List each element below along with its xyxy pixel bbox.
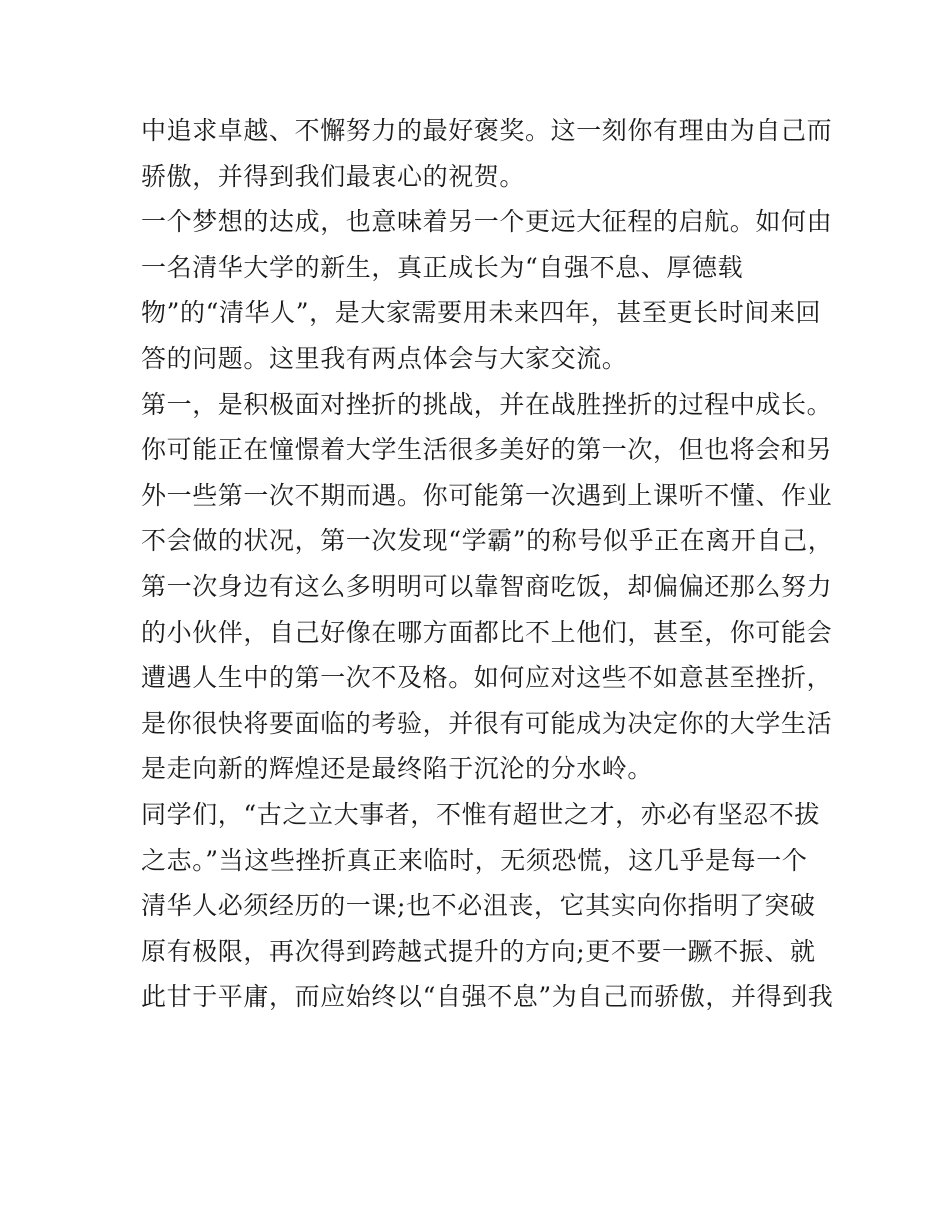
- document-body: [141, 108, 834, 1020]
- text-line: 是你很快将要面临的考验，并很有可能成为决定你的大学生活: [141, 708, 833, 738]
- text-line: 一个梦想的达成，也意味着另一个更远大征程的启航。如何由: [141, 207, 833, 237]
- text-line: 一名清华大学的新生，真正成长为“自强不息、厚德载: [141, 252, 744, 282]
- text-line: 骄傲，并得到我们最衷心的祝贺。: [141, 161, 526, 191]
- text-line: 你可能正在憧憬着大学生活很多美好的第一次，但也将会和另: [141, 435, 833, 465]
- text-line: 同学们，“古之立大事者，不惟有超世之才，亦必有坚忍不拔: [141, 799, 820, 829]
- text-line: 答的问题。这里我有两点体会与大家交流。: [141, 343, 628, 373]
- text-line: 清华人必须经历的一课;也不必沮丧，它其实向你指明了突破: [141, 891, 816, 921]
- text-line: 原有极限，再次得到跨越式提升的方向;更不要一蹶不振、就: [141, 936, 816, 966]
- text-line: 外一些第一次不期而遇。你可能第一次遇到上课听不懂、作业: [141, 480, 833, 510]
- text-line: 第一次身边有这么多明明可以靠智商吃饭，却偏偏还那么努力: [141, 571, 833, 601]
- text-line: 之志。”当这些挫折真正来临时，无须恐慌，这几乎是每一个: [141, 845, 808, 875]
- text-line: 是走向新的辉煌还是最终陷于沉沦的分水岭。: [141, 754, 654, 784]
- text-line: 第一，是积极面对挫折的挑战，并在战胜挫折的过程中成长。: [141, 389, 833, 419]
- text-line: 中追求卓越、不懈努力的最好褒奖。这一刻你有理由为自己而: [141, 116, 833, 145]
- text-line: 物”的“清华人”，是大家需要用未来四年，甚至更长时间来回: [141, 298, 822, 328]
- text-line: 遭遇人生中的第一次不及格。如何应对这些不如意甚至挫折，: [141, 663, 833, 693]
- text-line: 的小伙伴，自己好像在哪方面都比不上他们，甚至，你可能会: [141, 617, 833, 647]
- text-line: 此甘于平庸，而应始终以“自强不息”为自己而骄傲，并得到我: [141, 982, 834, 1012]
- text-line: 不会做的状况，第一次发现“学霸”的称号似乎正在离开自己，: [141, 526, 834, 556]
